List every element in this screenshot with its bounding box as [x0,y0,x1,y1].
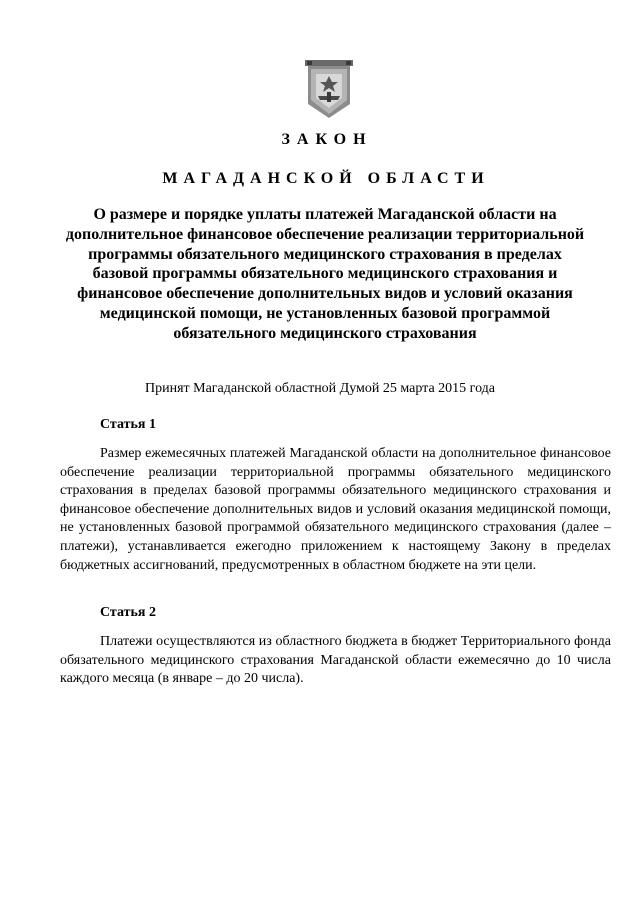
coat-of-arms-icon [305,60,353,118]
document-type-title: ЗАКОН [281,131,373,148]
law-title: О размере и порядке уплаты платежей Магаданской области на дополнительное финансовое обеспечение реализации территориальной программы обязательного медицинского страхования в пределах базовой программы обязательного медицинского страхования и финансовое обеспечение дополнительных видов и условий оказания медицинской помощи, не установленных базовой программой обязательного медицинского страхования [65,206,585,342]
article-1-text: Размер ежемесячных платежей Магаданской области на дополнительное финансовое обеспечение реализации территориальной программы обязательного медицинского страхования в пределах базовой программы обязательного медицинского страхования и финансовое обеспечение дополнительных видов и условий оказания медицинской помощи, не установленных базовой программой обязательного медицинского страхования (далее – платежи), устанавливается ежегодно приложением к настоящему Закону в пределах бюджетных ассигнований, предусмотренных в областном бюджете на эти цели. [60,446,611,573]
issuing-region-title: МАГАДАНСКОЙ ОБЛАСТИ [162,170,490,187]
article-2-text: Платежи осуществляются из областного бюджета в бюджет Территориального фонда обязательного медицинского страхования Магаданской области ежемесячно до 10 числа каждого месяца (в январе – до 20 числа). [60,634,611,687]
article-1-heading: Статья 1 [100,417,156,432]
adoption-note: Принят Магаданской областной Думой 25 марта 2015 года [144,381,496,396]
article-2-heading: Статья 2 [100,605,156,620]
coat-of-arms-emblem [305,60,353,118]
